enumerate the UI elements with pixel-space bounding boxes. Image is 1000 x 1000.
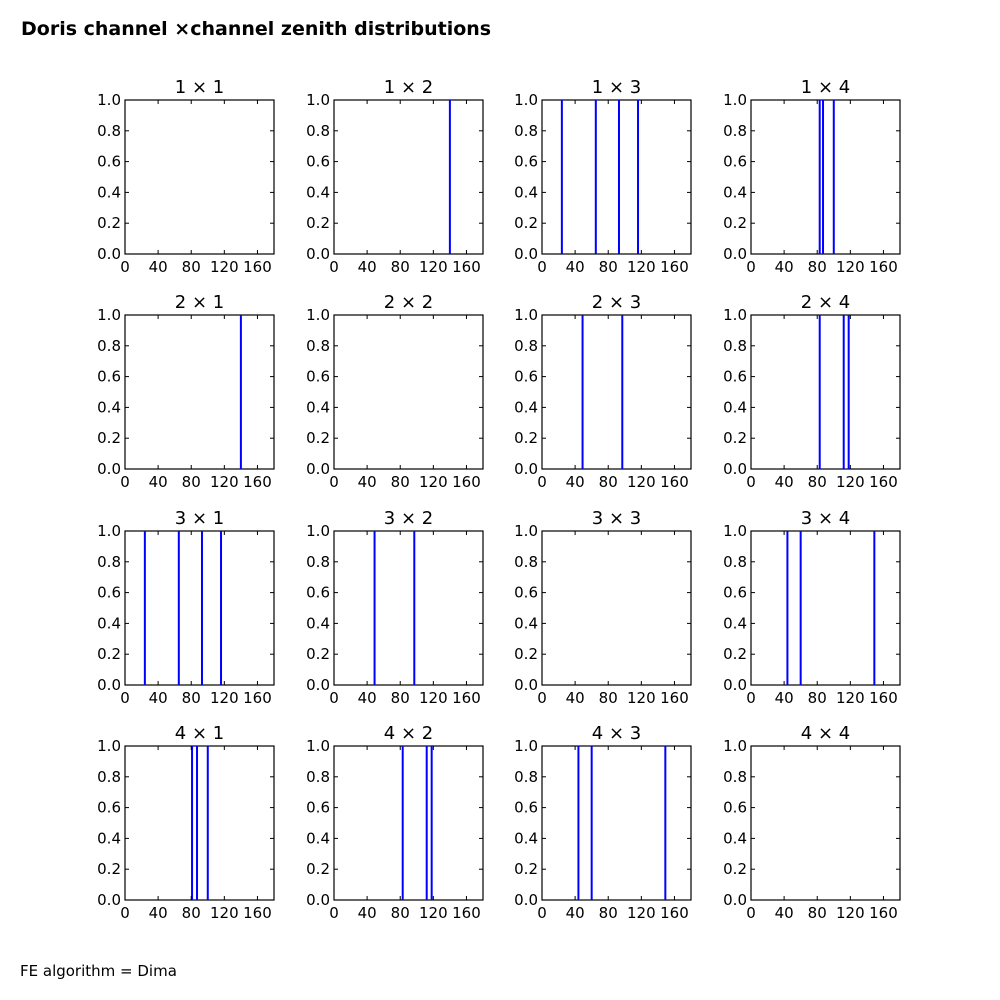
subplot-title: 1 × 3 [591, 77, 642, 98]
x-tick-label: 160 [660, 473, 689, 491]
y-tick-label: 1.0 [723, 522, 747, 540]
y-tick-label: 0.4 [97, 614, 121, 633]
subplot-title: 2 × 2 [383, 292, 434, 313]
y-tick-label: 0.2 [723, 860, 747, 879]
y-tick-label: 0.8 [723, 552, 747, 571]
y-tick-label: 0.4 [514, 614, 538, 633]
y-tick-label: 0.6 [723, 152, 747, 171]
x-tick-label: 80 [181, 258, 201, 276]
x-tick-label: 40 [565, 904, 585, 922]
subplot-title: 4 × 3 [591, 723, 642, 744]
x-tick-label: 120 [419, 258, 448, 276]
y-tick-label: 0.8 [97, 767, 121, 786]
x-tick-label: 120 [627, 689, 656, 707]
x-tick-label: 160 [452, 258, 481, 276]
x-tick-label: 80 [807, 258, 827, 276]
y-tick-label: 1.0 [306, 91, 330, 109]
x-tick-label: 160 [243, 689, 272, 707]
y-tick-label: 1.0 [514, 306, 538, 324]
y-tick-label: 0.2 [306, 860, 330, 879]
x-tick-label: 120 [210, 689, 239, 707]
y-tick-label: 0.8 [306, 336, 330, 355]
x-tick-label: 120 [419, 904, 448, 922]
y-tick-label: 0.2 [723, 429, 747, 448]
x-tick-label: 0 [120, 904, 130, 922]
y-tick-label: 0.8 [97, 552, 121, 571]
subplot-title: 2 × 1 [174, 292, 225, 313]
x-tick-label: 120 [836, 258, 865, 276]
x-tick-label: 160 [243, 904, 272, 922]
x-tick-label: 0 [329, 258, 339, 276]
y-tick-label: 0.0 [306, 676, 330, 694]
x-tick-label: 80 [598, 258, 618, 276]
x-tick-label: 80 [807, 689, 827, 707]
y-tick-label: 1.0 [97, 737, 121, 755]
y-tick-label: 0.4 [306, 183, 330, 202]
y-tick-label: 0.0 [514, 245, 538, 263]
x-tick-label: 160 [452, 904, 481, 922]
y-tick-label: 0.0 [723, 460, 747, 478]
x-tick-label: 160 [243, 473, 272, 491]
y-tick-label: 0.6 [723, 367, 747, 386]
x-tick-label: 80 [598, 689, 618, 707]
subplot-3-1 [97, 508, 274, 707]
x-tick-label: 0 [120, 689, 130, 707]
x-tick-label: 120 [627, 473, 656, 491]
y-tick-label: 1.0 [723, 91, 747, 109]
x-tick-label: 120 [836, 904, 865, 922]
y-tick-label: 0.2 [514, 860, 538, 879]
y-tick-label: 0.6 [514, 367, 538, 386]
x-tick-label: 80 [807, 473, 827, 491]
y-tick-label: 0.6 [514, 798, 538, 817]
x-tick-label: 80 [181, 473, 201, 491]
x-tick-label: 160 [452, 689, 481, 707]
y-tick-label: 0.6 [97, 798, 121, 817]
y-tick-label: 0.0 [514, 460, 538, 478]
y-tick-label: 0.6 [723, 798, 747, 817]
y-tick-label: 0.8 [97, 336, 121, 355]
y-tick-label: 0.0 [97, 245, 121, 263]
subplot-title: 2 × 3 [591, 292, 642, 313]
y-tick-label: 0.0 [97, 891, 121, 909]
x-tick-label: 160 [869, 689, 898, 707]
y-tick-label: 1.0 [97, 522, 121, 540]
x-tick-label: 80 [390, 689, 410, 707]
subplot-1-2 [306, 77, 483, 276]
x-tick-label: 0 [537, 904, 547, 922]
axes-frame [334, 531, 483, 685]
subplot-title: 2 × 4 [800, 292, 851, 313]
x-tick-label: 120 [210, 473, 239, 491]
axes-frame [542, 531, 691, 685]
subplot-title: 3 × 4 [800, 508, 851, 529]
x-tick-label: 40 [565, 473, 585, 491]
y-tick-label: 0.2 [514, 645, 538, 664]
axes-frame [125, 746, 274, 900]
page-title: Doris channel ×channel zenith distributions [21, 18, 492, 40]
x-tick-label: 160 [660, 689, 689, 707]
y-tick-label: 0.2 [97, 645, 121, 664]
x-tick-label: 120 [627, 258, 656, 276]
y-tick-label: 0.6 [514, 152, 538, 171]
y-tick-label: 0.0 [97, 676, 121, 694]
y-tick-label: 0.2 [306, 429, 330, 448]
x-tick-label: 120 [627, 904, 656, 922]
x-tick-label: 80 [598, 904, 618, 922]
x-tick-label: 40 [357, 904, 377, 922]
x-tick-label: 160 [869, 904, 898, 922]
subplot-title: 1 × 1 [174, 77, 225, 98]
x-tick-label: 40 [357, 258, 377, 276]
y-tick-label: 0.8 [306, 767, 330, 786]
x-tick-label: 40 [565, 258, 585, 276]
axes-frame [125, 100, 274, 254]
x-tick-label: 40 [774, 689, 794, 707]
y-tick-label: 0.6 [97, 367, 121, 386]
x-tick-label: 40 [565, 689, 585, 707]
y-tick-label: 0.2 [514, 214, 538, 233]
x-tick-label: 40 [357, 689, 377, 707]
x-tick-label: 80 [181, 689, 201, 707]
x-tick-label: 0 [329, 473, 339, 491]
axes-frame [542, 746, 691, 900]
subplot-2-1 [97, 292, 274, 491]
y-tick-label: 1.0 [97, 306, 121, 324]
y-tick-label: 0.2 [723, 214, 747, 233]
y-tick-label: 1.0 [306, 306, 330, 324]
axes-frame [751, 315, 900, 469]
x-tick-label: 40 [148, 258, 168, 276]
y-tick-label: 0.4 [514, 183, 538, 202]
x-tick-label: 0 [746, 689, 756, 707]
x-tick-label: 160 [452, 473, 481, 491]
x-tick-label: 40 [148, 473, 168, 491]
x-tick-label: 120 [419, 473, 448, 491]
y-tick-label: 0.8 [306, 121, 330, 140]
footer-note: FE algorithm = Dima [20, 962, 177, 980]
subplot-2-2 [306, 292, 483, 491]
y-tick-label: 1.0 [514, 91, 538, 109]
y-tick-label: 0.4 [514, 829, 538, 848]
y-tick-label: 0.2 [723, 645, 747, 664]
y-tick-label: 1.0 [306, 522, 330, 540]
x-tick-label: 0 [746, 904, 756, 922]
subplot-4-4 [723, 723, 900, 922]
x-tick-label: 40 [148, 904, 168, 922]
subplot-3-3 [514, 508, 691, 707]
subplot-1-4 [723, 77, 900, 276]
y-tick-label: 0.0 [723, 891, 747, 909]
subplot-4-2 [306, 723, 483, 922]
y-tick-label: 0.0 [514, 891, 538, 909]
y-tick-label: 0.4 [306, 398, 330, 417]
y-tick-label: 0.6 [514, 583, 538, 602]
y-tick-label: 0.4 [723, 398, 747, 417]
y-tick-label: 0.8 [723, 121, 747, 140]
y-tick-label: 0.8 [97, 121, 121, 140]
y-tick-label: 0.2 [97, 214, 121, 233]
x-tick-label: 40 [357, 473, 377, 491]
y-tick-label: 0.2 [514, 429, 538, 448]
y-tick-label: 0.4 [306, 829, 330, 848]
subplot-title: 3 × 2 [383, 508, 434, 529]
y-tick-label: 0.8 [514, 336, 538, 355]
y-tick-label: 1.0 [723, 306, 747, 324]
y-tick-label: 0.0 [97, 460, 121, 478]
y-tick-label: 0.0 [306, 460, 330, 478]
y-tick-label: 1.0 [514, 522, 538, 540]
y-tick-label: 0.6 [306, 583, 330, 602]
y-tick-label: 0.2 [306, 645, 330, 664]
subplot-4-3 [514, 723, 691, 922]
x-tick-label: 0 [329, 904, 339, 922]
axes-frame [334, 100, 483, 254]
x-tick-label: 40 [148, 689, 168, 707]
y-tick-label: 0.0 [723, 245, 747, 263]
axes-frame [334, 315, 483, 469]
subplot-2-3 [514, 292, 691, 491]
x-tick-label: 0 [537, 473, 547, 491]
subplot-title: 4 × 4 [800, 723, 851, 744]
subplot-title: 4 × 2 [383, 723, 434, 744]
subplot-3-2 [306, 508, 483, 707]
y-tick-label: 0.8 [514, 767, 538, 786]
y-tick-label: 0.4 [306, 614, 330, 633]
x-tick-label: 120 [210, 904, 239, 922]
subplot-1-3 [514, 77, 691, 276]
subplot-title: 3 × 1 [174, 508, 225, 529]
x-tick-label: 120 [210, 258, 239, 276]
y-tick-label: 0.6 [306, 798, 330, 817]
y-tick-label: 0.4 [723, 614, 747, 633]
y-tick-label: 0.6 [306, 367, 330, 386]
x-tick-label: 120 [419, 689, 448, 707]
x-tick-label: 0 [746, 473, 756, 491]
y-tick-label: 1.0 [97, 91, 121, 109]
x-tick-label: 120 [836, 689, 865, 707]
y-tick-label: 1.0 [723, 737, 747, 755]
axes-frame [751, 746, 900, 900]
y-tick-label: 0.0 [306, 245, 330, 263]
x-tick-label: 0 [537, 258, 547, 276]
x-tick-label: 80 [390, 258, 410, 276]
axes-frame [751, 531, 900, 685]
x-tick-label: 160 [660, 904, 689, 922]
y-tick-label: 1.0 [514, 737, 538, 755]
y-tick-label: 0.4 [97, 829, 121, 848]
x-tick-label: 40 [774, 473, 794, 491]
y-tick-label: 0.6 [723, 583, 747, 602]
y-tick-label: 0.4 [723, 829, 747, 848]
x-tick-label: 160 [660, 258, 689, 276]
subplot-title: 1 × 2 [383, 77, 434, 98]
axes-frame [125, 315, 274, 469]
y-tick-label: 0.0 [723, 676, 747, 694]
x-tick-label: 0 [537, 689, 547, 707]
y-tick-label: 0.2 [97, 860, 121, 879]
subplot-1-1 [97, 77, 274, 276]
x-tick-label: 80 [598, 473, 618, 491]
y-tick-label: 0.6 [97, 152, 121, 171]
y-tick-label: 0.6 [306, 152, 330, 171]
y-tick-label: 0.8 [723, 336, 747, 355]
subplot-title: 1 × 4 [800, 77, 851, 98]
y-tick-label: 1.0 [306, 737, 330, 755]
axes-frame [542, 100, 691, 254]
x-tick-label: 80 [181, 904, 201, 922]
x-tick-label: 80 [390, 473, 410, 491]
axes-frame [542, 315, 691, 469]
y-tick-label: 0.4 [97, 183, 121, 202]
y-tick-label: 0.8 [514, 552, 538, 571]
axes-frame [334, 746, 483, 900]
axes-frame [751, 100, 900, 254]
x-tick-label: 0 [120, 258, 130, 276]
axes-frame [125, 531, 274, 685]
x-tick-label: 0 [329, 689, 339, 707]
y-tick-label: 0.6 [97, 583, 121, 602]
y-tick-label: 0.0 [306, 891, 330, 909]
y-tick-label: 0.8 [306, 552, 330, 571]
y-tick-label: 0.4 [514, 398, 538, 417]
subplot-3-4 [723, 508, 900, 707]
x-tick-label: 40 [774, 904, 794, 922]
subplot-4-1 [97, 723, 274, 922]
x-tick-label: 0 [120, 473, 130, 491]
x-tick-label: 160 [869, 258, 898, 276]
y-tick-label: 0.8 [723, 767, 747, 786]
subplot-2-4 [723, 292, 900, 491]
y-tick-label: 0.4 [97, 398, 121, 417]
y-tick-label: 0.2 [97, 429, 121, 448]
x-tick-label: 80 [807, 904, 827, 922]
x-tick-label: 80 [390, 904, 410, 922]
y-tick-label: 0.4 [723, 183, 747, 202]
y-tick-label: 0.0 [514, 676, 538, 694]
subplot-title: 3 × 3 [591, 508, 642, 529]
x-tick-label: 0 [746, 258, 756, 276]
y-tick-label: 0.8 [514, 121, 538, 140]
y-tick-label: 0.2 [306, 214, 330, 233]
x-tick-label: 40 [774, 258, 794, 276]
x-tick-label: 160 [243, 258, 272, 276]
x-tick-label: 120 [836, 473, 865, 491]
x-tick-label: 160 [869, 473, 898, 491]
subplot-title: 4 × 1 [174, 723, 225, 744]
